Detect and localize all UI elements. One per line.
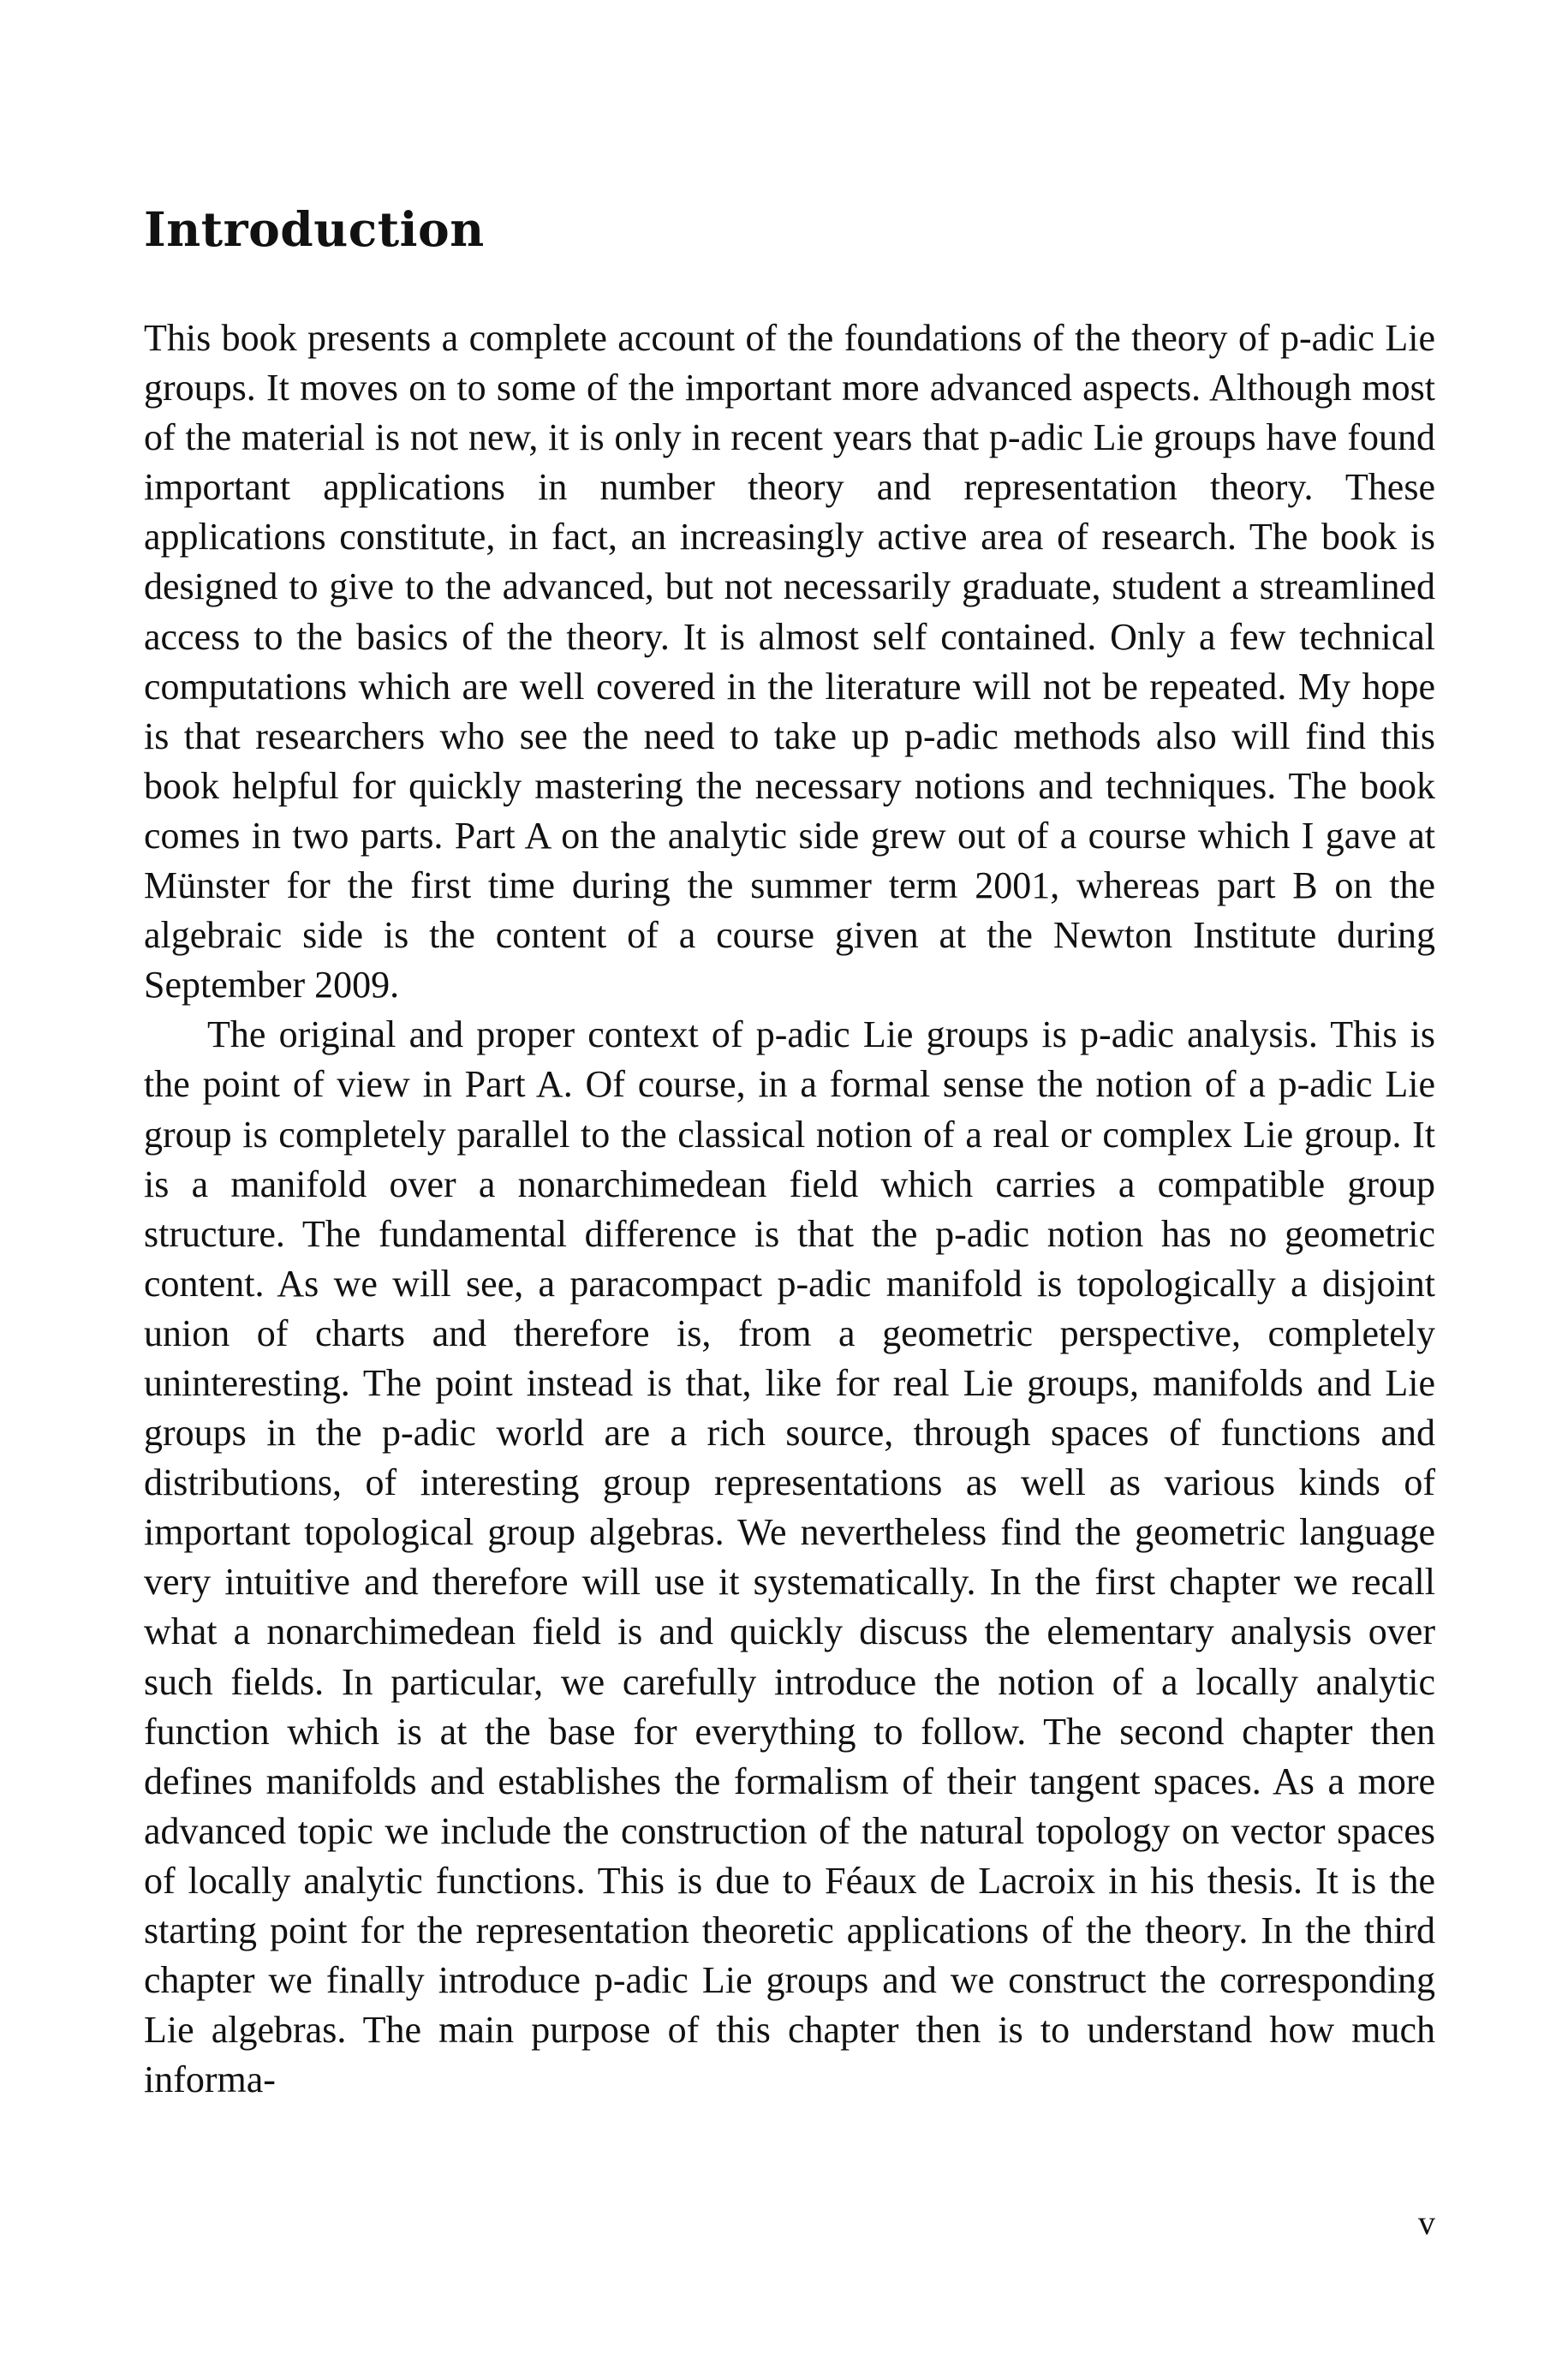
introduction-body — [144, 314, 1435, 2105]
page-number: v — [1418, 2203, 1435, 2242]
paragraph-1: This book presents a complete account of the foundations of the theory of p-adic Lie groups. It moves on to some of the important more advanced aspects. Although most of the material is not new, it is only in recent years that p-adic Lie groups have found important applications in number theory and representation theory. These applications constitute, in fact, an increasingly active area of research. The book is designed to give to the advanced, but not necessarily graduate, student a streamlined access to the basics of the theory. It is almost self contained. Only a few technical computations which are well covered in the literature will not be repeated. My hope is that researchers who see the need to take up p-adic methods also will find this book helpful for quickly mastering the necessary notions and techniques. The book comes in two parts. Part A on the analytic side grew out of a course which I gave at Münster for the first time during the summer term 2001, whereas part B on the algebraic side is the content of a course given at the Newton Institute during September 2009. — [144, 317, 1435, 1007]
paragraph-2: The original and proper context of p-adic Lie groups is p-adic analysis. This is the point of view in Part A. Of course, in a formal sense the notion of a p-adic Lie group is completely parallel to the classical notion of a real or complex Lie group. It is a manifold over a nonarchimedean field which carries a compatible group structure. The fundamental difference is that the p-adic notion has no geometric content. As we will see, a paracompact p-adic manifold is topologically a disjoint union of charts and therefore is, from a geometric perspective, completely uninteresting. The point instead is that, like for real Lie groups, manifolds and Lie groups in the p-adic world are a rich source, through spaces of functions and distributions, of interesting group representations as well as various kinds of important topological group algebras. We nevertheless find the geometric language very intuitive and therefore will use it systematically. In the first chapter we recall what a nonarchimedean field is and quickly discuss the elementary analysis over such fields. In particular, we carefully introduce the notion of a locally analytic function which is at the base for everything to follow. The second chapter then defines manifolds and establishes the formalism of their tangent spaces. As a more advanced topic we include the construction of the natural topology on vector spaces of locally analytic functions. This is due to Féaux de Lacroix in his thesis. It is the starting point for the representation theoretic applications of the theory. In the third chapter we finally introduce p-adic Lie groups and we construct the corresponding Lie algebras. The main purpose of this chapter then is to understand how much informa- — [144, 1013, 1435, 2101]
chapter-title: Introduction — [144, 201, 485, 257]
